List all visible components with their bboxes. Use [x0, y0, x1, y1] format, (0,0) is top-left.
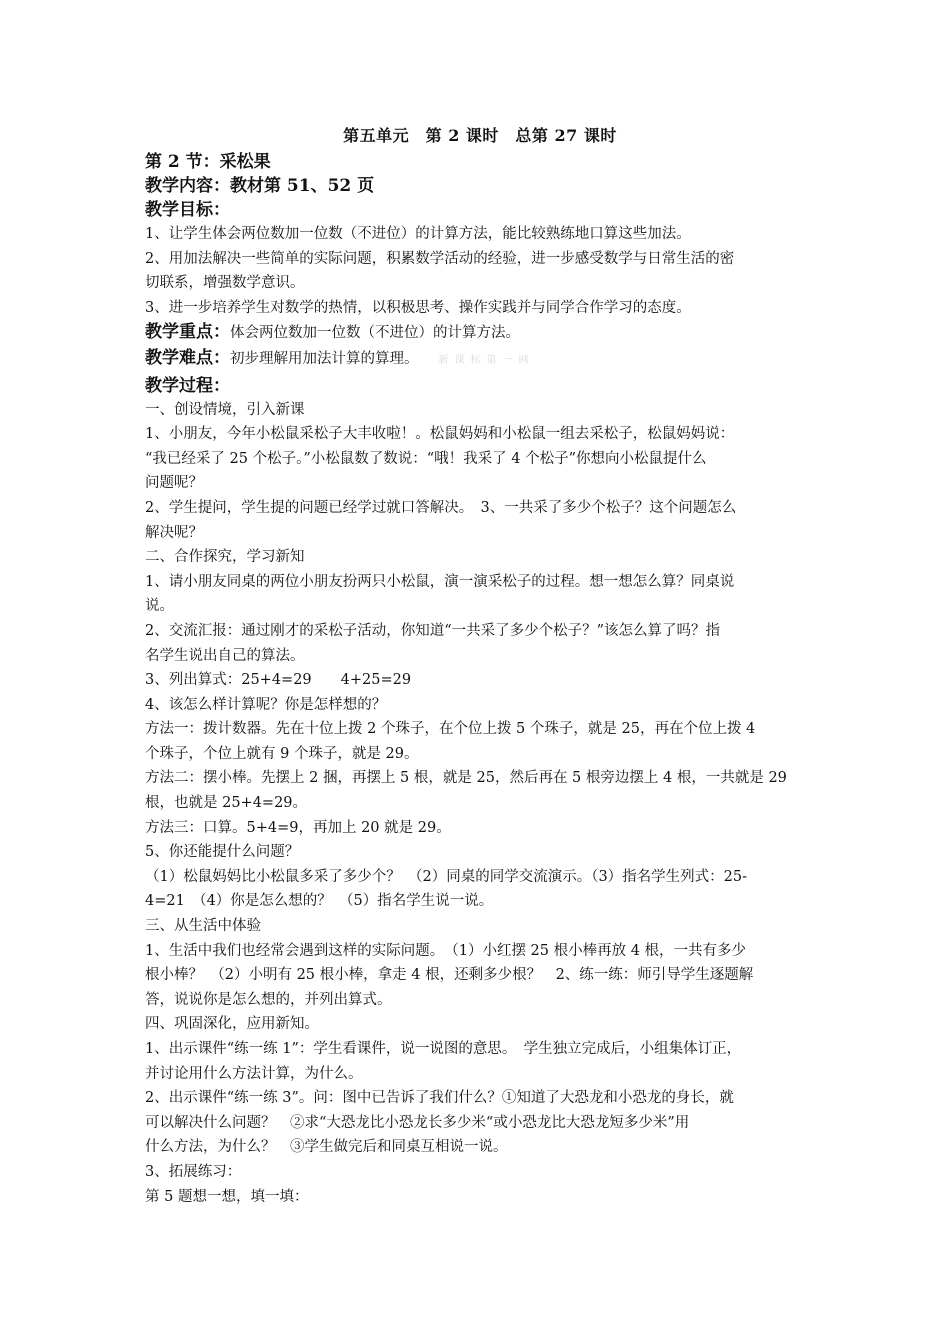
key-point-label: 教学重点：: [145, 322, 230, 343]
process-line: 根，也就是 25+4=29。: [145, 795, 308, 812]
process-line: 方法三：口算。5+4=9，再加上 20 就是 29。: [145, 819, 451, 836]
process-line: 1、请小朋友同桌的两位小朋友扮两只小松鼠，演一演采松子的过程。想一想怎么算？同桌说: [145, 573, 735, 590]
key-point: [145, 320, 815, 346]
process-heading: 教学过程：: [145, 375, 230, 396]
process-line: 四、巩固深化，应用新知。: [145, 1016, 319, 1033]
process-line: 答，说说你是怎么想的，并列出算式。: [145, 991, 392, 1008]
page-title: 第五单元 第 2 课时 总第 27 课时: [343, 126, 617, 145]
process-line: 2、交流汇报：通过刚才的采松子活动，你知道“一共采了多少个松子？”该怎么算了吗？指: [145, 622, 721, 639]
difficulty-text: 初步理解用加法计算的算理。: [230, 350, 419, 367]
goals-list: [145, 222, 815, 320]
goals-heading: 教学目标：: [145, 200, 230, 220]
process-line: 方法二：摆小棒。先摆上 2 捆，再摆上 5 根，就是 25，然后再在 5 根旁边摆上 4 根，一共就是 29: [145, 770, 787, 787]
goal-line: 2、用加法解决一些简单的实际问题，积累数学活动的经验，进一步感受数学与日常生活的密: [145, 250, 735, 267]
difficulty-label: 教学难点：: [145, 347, 230, 368]
process-line: 并讨论用什么方法计算，为什么。: [145, 1065, 363, 1082]
goal-line: 切联系，增强数学意识。: [145, 275, 305, 292]
process-list: [145, 398, 815, 1210]
process-line: （1）松鼠妈妈比小松鼠多采了多少个？ （2）同桌的同学交流演示。（3）指名学生列式：25-: [145, 868, 748, 885]
process-line: 4=21 （4）你是怎么想的？ （5）指名学生说一说。: [145, 893, 494, 910]
process-line: 问题呢？: [145, 475, 203, 492]
watermark-text: 新课标第一网: [438, 354, 535, 366]
process-line: 根小棒？ （2）小明有 25 根小棒，拿走 4 根，还剩多少根？ 2、练一练：师引导学生逐题解: [145, 967, 754, 984]
section-heading: 第 2 节：采松果: [145, 152, 271, 172]
difficulty-point: [145, 346, 815, 374]
process-line: 1、生活中我们也经常会遇到这样的实际问题。 （1）小红摆 25 根小棒再放 4 根，一共有多少: [145, 942, 747, 959]
process-line: 第 5 题想一想，填一填：: [145, 1188, 309, 1205]
goal-line: 3、进一步培养学生对数学的热情，以积极思考、操作实践并与同学合作学习的态度。: [145, 299, 691, 316]
process-line: 三、从生活中体验: [145, 918, 261, 935]
process-line: 解决呢？: [145, 524, 203, 541]
process-line: 个珠子，个位上就有 9 个珠子，就是 29。: [145, 745, 419, 762]
process-line: 可以解决什么问题？ ②求“大恐龙比小恐龙长多少米“或小恐龙比大恐龙短多少米”用: [145, 1114, 690, 1131]
process-line: 名学生说出自己的算法。: [145, 647, 305, 664]
key-point-text: 体会两位数加一位数（不进位）的计算方法。: [230, 325, 520, 342]
process-line: 4、该怎么样计算呢？你是怎样想的？: [145, 696, 387, 713]
process-line: 一、创设情境，引入新课: [145, 401, 305, 418]
lesson-plan-page: [145, 122, 815, 1209]
process-line: 2、出示课件“练一练 3”。问：图中已告诉了我们什么？①知道了大恐龙和小恐龙的身长，就: [145, 1090, 734, 1107]
content-heading: 教学内容：教材第 51、52 页: [145, 176, 375, 196]
process-line: 3、拓展练习：: [145, 1163, 242, 1180]
process-line: 1、小朋友，今年小松鼠采松子大丰收啦！。松鼠妈妈和小松鼠一组去采松子，松鼠妈妈说：: [145, 426, 735, 443]
process-line: 二、合作探究，学习新知: [145, 549, 305, 566]
process-line: 什么方法，为什么？ ③学生做完后和同桌互相说一说。: [145, 1139, 508, 1156]
process-line: 方法一：拨计数器。先在十位上拨 2 个珠子，在个位上拨 5 个珠子，就是 25，再在个位上拨 4: [145, 721, 756, 738]
process-line: 2、学生提问，学生提的问题已经学过就口答解决。 3、一共采了多少个松子？这个问题怎么: [145, 499, 737, 516]
process-line: 1、出示课件“练一练 1”：学生看课件，说一说图的意思。 学生独立完成后，小组集体订正，: [145, 1041, 742, 1057]
process-line: 5、你还能提什么问题？: [145, 844, 300, 861]
process-line: 说。: [145, 598, 174, 615]
process-line: “我已经采了 25 个松子。”小松鼠数了数说：“哦！我采了 4 个松子”你想向小松鼠提什么: [145, 450, 707, 467]
goal-line: 1、让学生体会两位数加一位数（不进位）的计算方法，能比较熟练地口算这些加法。: [145, 226, 691, 242]
process-line: 3、列出算式：25+4=29 4+25=29: [145, 672, 412, 689]
